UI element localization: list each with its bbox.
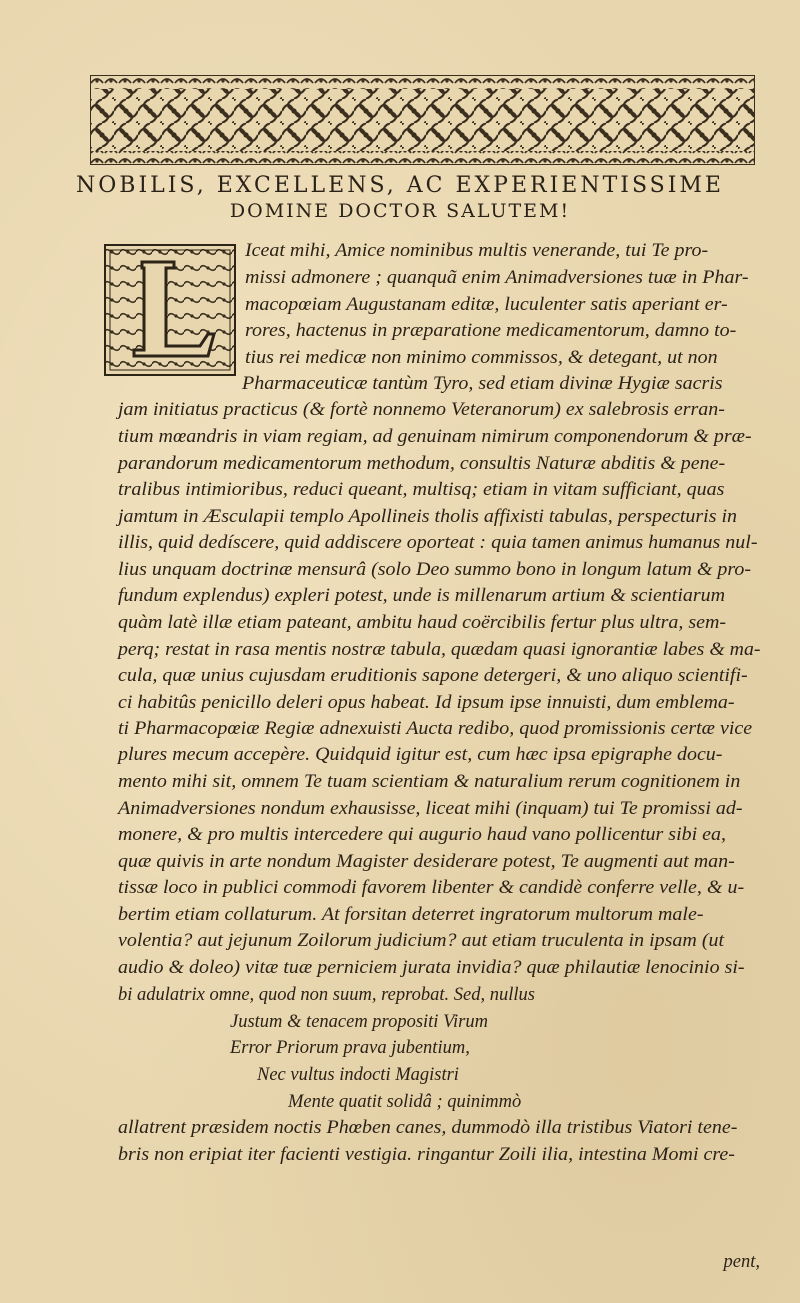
text-line: tissæ loco in publici commodi favorem libenter & candidè conferre velle, & u- <box>118 878 745 898</box>
text-line: bi adulatrix omne, quod non suum, reprobat. Sed, nullus <box>118 985 535 1005</box>
text-line: tius rei medicæ non minimo commissos, & detegant, ut non <box>245 348 718 368</box>
text-line: quàm latè illæ etiam pateant, ambitu haud coërcibilis fertur plus ultra, sem- <box>118 613 727 633</box>
heading-line-2: DOMINE DOCTOR SALUTEM! <box>229 200 571 222</box>
text-line: lius unquam doctrinæ mensurâ (solo Deo summo bono in longum latum & pro- <box>118 560 752 580</box>
ornamental-headpiece <box>90 75 755 165</box>
text-line: Pharmaceuticæ tantùm Tyro, sed etiam divinæ Hygiæ sacris <box>242 374 723 394</box>
catchword: pent, <box>723 1252 760 1272</box>
text-line: tralibus intimioribus, reduci queant, multisq; etiam in vitam sufficiant, quas <box>118 480 725 500</box>
decorated-initial-l <box>104 244 236 376</box>
text-line: Animadversiones nondum exhausisse, liceat mihi (inquam) tui Te promissi ad- <box>118 799 743 819</box>
text-line: tium mœandris in viam regiam, ad genuinam nimirum componendorum & præ- <box>118 427 752 447</box>
text-line: volentia? aut jejunum Zoilorum judicium? aut etiam truculenta in ipsam (ut <box>118 931 725 951</box>
heading-line-1: NOBILIS, EXCELLENS, AC EXPERIENTISSIME <box>75 173 724 198</box>
text-line: quæ quivis in arte nondum Magister desiderare potest, Te augmenti aut man- <box>118 852 735 872</box>
text-line: Mente quatit solidâ ; quinimmò <box>288 1092 522 1112</box>
text-line: allatrent præsidem noctis Phœben canes, dummodò illa tristibus Viatori tene- <box>118 1118 738 1138</box>
text-line: fundum explendus) expleri potest, unde is millenarum artium & scientiarum <box>118 586 726 606</box>
text-line: perq; restat in rasa mentis nostræ tabula, quædam quasi ignorantiæ labes & ma- <box>118 640 761 660</box>
text-line: plures mecum accepère. Quidquid igitur est, cum hæc ipsa epigraphe docu- <box>118 745 723 765</box>
text-line: ci habitûs penicillo deleri opus habeat. Id ipsum ipse innuisti, dum emblema- <box>118 693 735 713</box>
text-line: bertim etiam collaturum. At forsitan deterret ingratorum multorum male- <box>118 905 704 925</box>
text-line: illis, quid dedíscere, quid addiscere oporteat : quia tamen animus humanus nul- <box>118 533 758 553</box>
text-line: macopœiam Augustanam editæ, luculenter satis aperiant er- <box>245 295 728 315</box>
text-line: jam initiatus practicus (& fortè nonnemo Veteranorum) ex salebrosis erran- <box>118 400 725 420</box>
text-line: missi admonere ; quanquã enim Animadversiones tuæ in Phar- <box>245 268 749 288</box>
text-line: Justum & tenacem propositi Virum <box>230 1012 488 1032</box>
text-line: Error Priorum prava jubentium, <box>230 1038 470 1058</box>
text-line: audio & doleo) vitæ tuæ perniciem jurata invidia? quæ philautiæ lenocinio si- <box>118 958 745 978</box>
text-line: Iceat mihi, Amice nominibus multis venerande, tui Te pro- <box>245 241 709 261</box>
text-line: monere, & pro multis intercedere qui augurio haud vano pollicentur sibi ea, <box>118 825 727 845</box>
text-line: parandorum medicamentorum methodum, consultis Naturæ abditis & pene- <box>118 454 726 474</box>
text-line: rores, hactenus in præparatione medicamentorum, damno to- <box>245 321 737 341</box>
text-line: cula, quæ unius cujusdam eruditionis sapone detergeri, & uno aliquo scientifi- <box>118 666 748 686</box>
text-line: mento mihi sit, omnem Te tuam scientiam & naturalium rerum cognitionem in <box>118 772 741 792</box>
text-line: ti Pharmacopœiæ Regiæ adnexuisti Aucta redibo, quod promissionis certæ vice <box>118 719 753 739</box>
text-line: Nec vultus indocti Magistri <box>257 1065 459 1085</box>
text-line: bris non eripiat iter facienti vestigia. ringantur Zoili ilia, intestina Momi cre- <box>118 1145 735 1165</box>
text-line: jamtum in Æsculapii templo Apollineis tholis affixisti tabulas, perspecturis in <box>118 507 738 527</box>
